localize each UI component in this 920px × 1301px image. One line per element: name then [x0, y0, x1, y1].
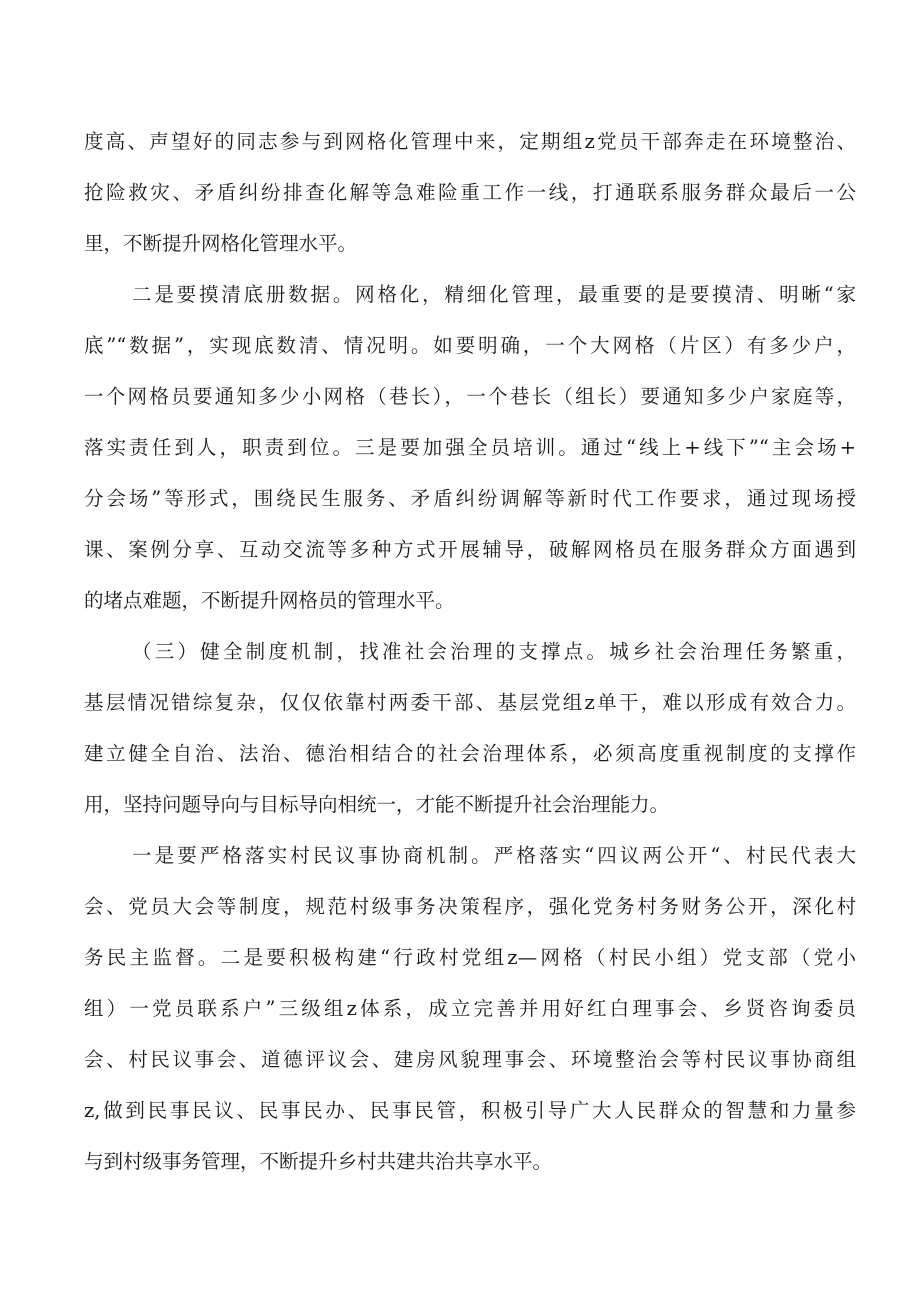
paragraph-3: [84, 632, 856, 836]
text-line: 底”“数据”，实现底数清、情况明。如要明确，一个大网格（片区）有多少户，: [84, 334, 856, 357]
paragraph-4: [84, 836, 856, 1193]
paragraph-2: [84, 275, 856, 632]
text-line: 与到村级事务管理，不断提升乡村共建共治共享水平。: [84, 1150, 553, 1173]
section-heading-line: （三）健全制度机制，找准社会治理的支撑点。城乡社会治理任务繁重，: [132, 640, 856, 663]
text-line: 基层情况错综复杂，仅仅依靠村两委干部、基层党组z单干，难以形成有效合力。: [84, 691, 856, 714]
text-line: 会、党员大会等制度，规范村级事务决策程序，强化党务村务财务公开，深化村: [84, 895, 856, 918]
text-line: 抢险救灾、矛盾纠纷排查化解等急难险重工作一线，打通联系服务群众最后一公: [84, 181, 856, 204]
text-line: 的堵点难题，不断提升网格员的管理水平。: [84, 589, 455, 612]
text-line: 落实责任到人，职责到位。三是要加强全员培训。通过“线上+线下”“主会场+: [84, 436, 856, 459]
document-body: [84, 122, 856, 1193]
text-line: 一是要严格落实村民议事协商机制。严格落实“四议两公开“、村民代表大: [132, 844, 856, 867]
text-line: 二是要摸清底册数据。网格化，精细化管理，最重要的是要摸清、明晰“家: [132, 283, 856, 306]
text-line: 课、案例分享、互动交流等多种方式开展辅导，破解网格员在服务群众方面遇到: [84, 538, 856, 561]
text-line: 里，不断提升网格化管理水平。: [84, 232, 358, 255]
text-line: 务民主监督。二是要积极构建“行政村党组z—网格（村民小组）党支部（党小: [84, 946, 856, 969]
text-line: z,做到民事民议、民事民办、民事民管，积极引导广大人民群众的智慧和力量参: [84, 1099, 856, 1122]
text-line: 组）一党员联系户”三级组z体系，成立完善并用好红白理事会、乡贤咨询委员: [84, 997, 856, 1020]
text-line: 用，坚持问题导向与目标导向相统一，才能不断提升社会治理能力。: [84, 793, 670, 816]
text-line: 度高、声望好的同志参与到网格化管理中来，定期组z党员干部奔走在环境整治、: [84, 130, 856, 153]
text-line: 会、村民议事会、道德评议会、建房风貌理事会、环境整治会等村民议事协商组: [84, 1048, 856, 1071]
text-line: 建立健全自治、法治、德治相结合的社会治理体系，必须高度重视制度的支撑作: [84, 742, 856, 765]
text-line: 分会场”等形式，围绕民生服务、矛盾纠纷调解等新时代工作要求，通过现场授: [84, 487, 856, 510]
text-line: 一个网格员要通知多少小网格（巷长），一个巷长（组长）要通知多少户家庭等，: [84, 385, 856, 408]
paragraph-1: [84, 122, 856, 275]
